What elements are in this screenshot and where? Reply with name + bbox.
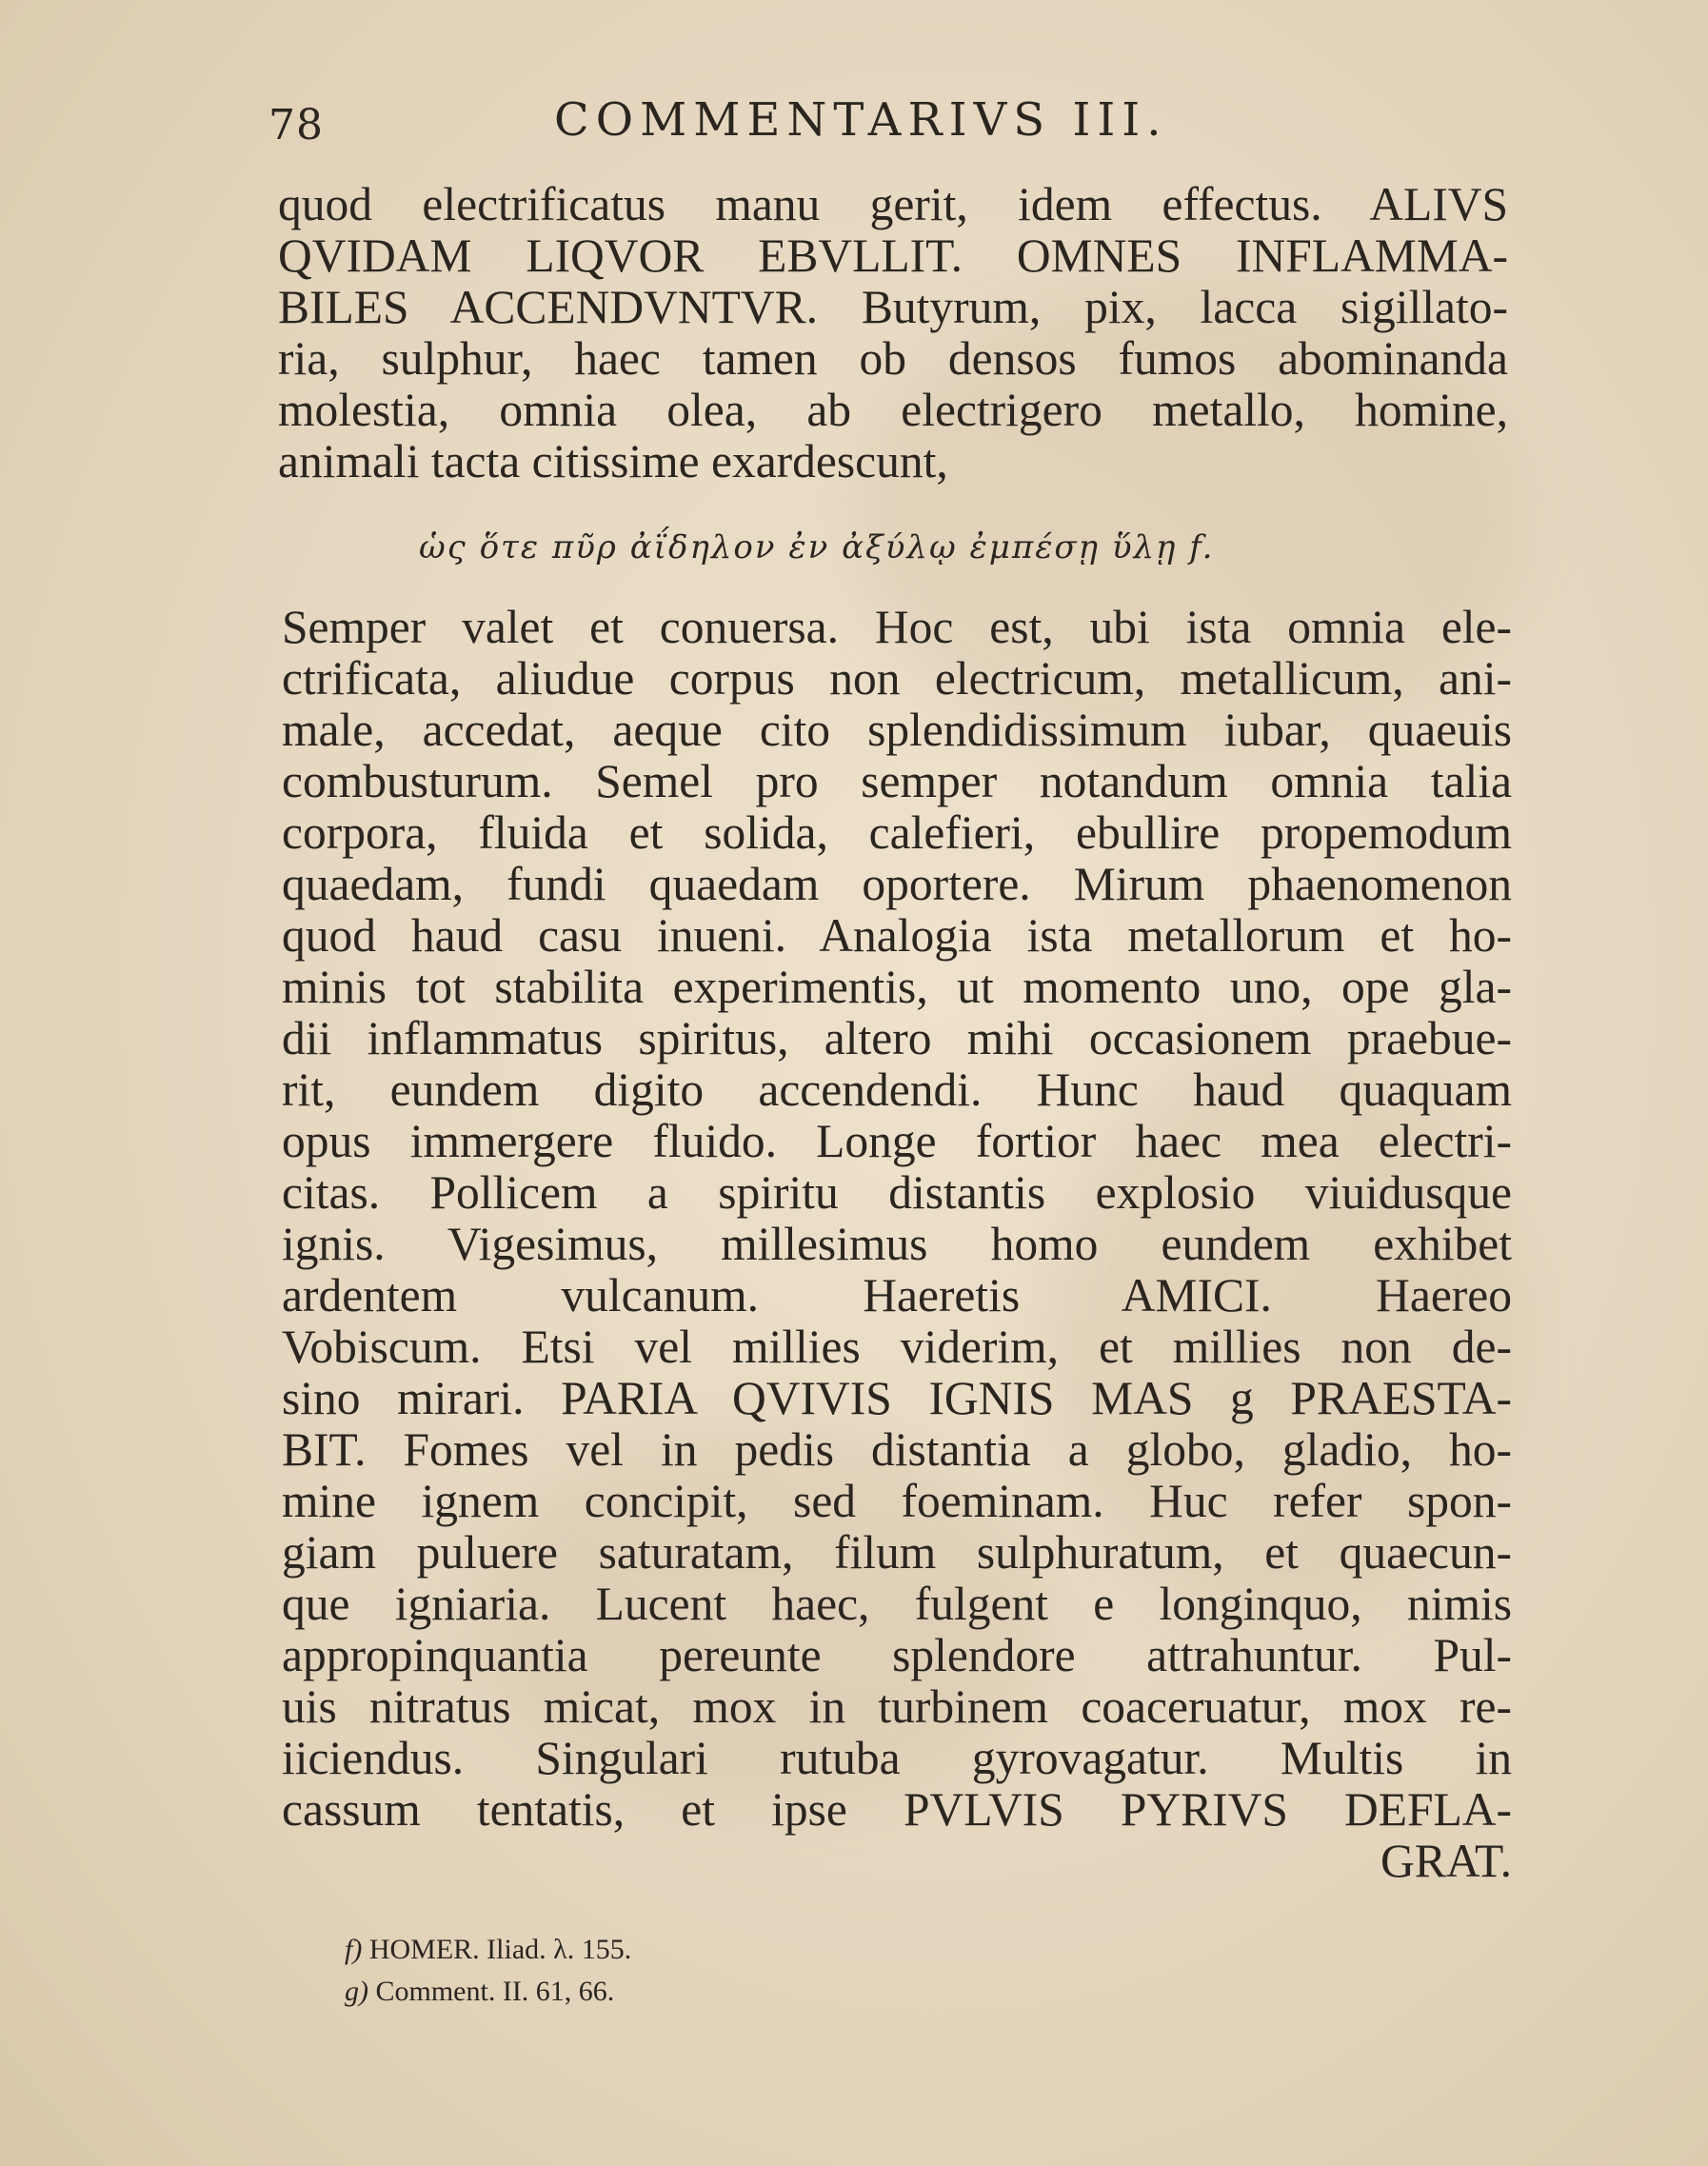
footnote-text: Comment. II. 61, 66. xyxy=(375,1976,615,2007)
text-line: combusturum. Semel pro semper notandum omnia talia xyxy=(282,755,1512,807)
page-number: 78 xyxy=(268,101,324,149)
text-line: Vobiscum. Etsi vel millies viderim, et millies non de- xyxy=(282,1321,1512,1373)
text-line: quaedam, fundi quaedam oportere. Mirum phaenomenon xyxy=(282,858,1512,910)
text-line: quod haud casu inueni. Analogia ista metallorum et ho- xyxy=(282,909,1512,962)
text-line: GRAT. xyxy=(1380,1835,1512,1887)
text-line: giam puluere saturatam, filum sulphuratum, et quaecun- xyxy=(282,1526,1512,1579)
text-line: QVIDAM LIQVOR EBVLLIT. OMNES INFLAMMA- xyxy=(278,229,1508,282)
running-head: COMMENTARIVS III. xyxy=(554,93,1168,147)
text-line: ctrificata, aliudue corpus non electricum, metallicum, ani- xyxy=(282,652,1512,705)
text-line: sino mirari. PARIA QVIVIS IGNIS MAS g PRAESTA- xyxy=(282,1372,1512,1424)
text-line: BILES ACCENDVNTVR. Butyrum, pix, lacca sigillato- xyxy=(278,281,1508,333)
text-line: cassum tentatis, et ipse PVLVIS PYRIVS DEFLA- xyxy=(282,1783,1512,1836)
text-line: ardentem vulcanum. Haeretis AMICI. Haereo xyxy=(282,1269,1512,1321)
footnote xyxy=(345,1971,631,2013)
text-line: corpora, fluida et solida, calefieri, ebullire propemodum xyxy=(282,806,1512,859)
text-line: minis tot stabilita experimentis, ut momento uno, ope gla- xyxy=(282,961,1512,1013)
text-line: iiciendus. Singulari rutuba gyrovagatur. Multis in xyxy=(282,1732,1512,1784)
paragraph-1 xyxy=(278,179,1508,487)
text-line: uis nitratus micat, mox in turbinem coaceruatur, mox re- xyxy=(282,1680,1512,1733)
footnotes xyxy=(345,1929,631,2013)
text-line: BIT. Fomes vel in pedis distantia a globo, gladio, ho- xyxy=(282,1423,1512,1476)
footnote-mark: g) xyxy=(345,1976,368,2007)
text-line: mine ignem concipit, sed foeminam. Huc refer spon- xyxy=(282,1475,1512,1527)
footnote xyxy=(345,1929,631,1971)
text-line: que igniaria. Lucent haec, fulgent e longinquo, nimis xyxy=(282,1578,1512,1630)
text-line: ria, sulphur, haec tamen ob densos fumos abominanda xyxy=(278,332,1508,385)
text-line: male, accedat, aeque cito splendidissimum iubar, quaeuis xyxy=(282,704,1512,756)
text-line: rit, eundem digito accendendi. Hunc haud quaquam xyxy=(282,1063,1512,1116)
greek-quotation: ὡς ὅτε πῦρ ἀΐδηλον ἐν ἀξύλῳ ἐμπέσῃ ὕλῃ f. xyxy=(419,528,1215,566)
text-line: ignis. Vigesimus, millesimus homo eundem exhibet xyxy=(282,1218,1512,1270)
footnote-mark: f) xyxy=(345,1934,363,1965)
text-line: opus immergere fluido. Longe fortior haec mea electri- xyxy=(282,1115,1512,1167)
paragraph-2 xyxy=(282,602,1512,1887)
text-line: animali tacta citissime exardescunt, xyxy=(278,435,948,487)
text-line: dii inflammatus spiritus, altero mihi occasionem praebue- xyxy=(282,1012,1512,1064)
text-line: citas. Pollicem a spiritu distantis explosio viuidusque xyxy=(282,1166,1512,1219)
text-line: appropinquantia pereunte splendore attrahuntur. Pul- xyxy=(282,1629,1512,1681)
text-line: Semper valet et conuersa. Hoc est, ubi ista omnia ele- xyxy=(282,601,1512,653)
text-line: molestia, omnia olea, ab electrigero metallo, homine, xyxy=(278,384,1508,436)
page-header xyxy=(268,93,1506,160)
footnote-text: HOMER. Iliad. λ. 155. xyxy=(368,1934,632,1965)
text-line: quod electrificatus manu gerit, idem effectus. ALIVS xyxy=(278,178,1508,230)
